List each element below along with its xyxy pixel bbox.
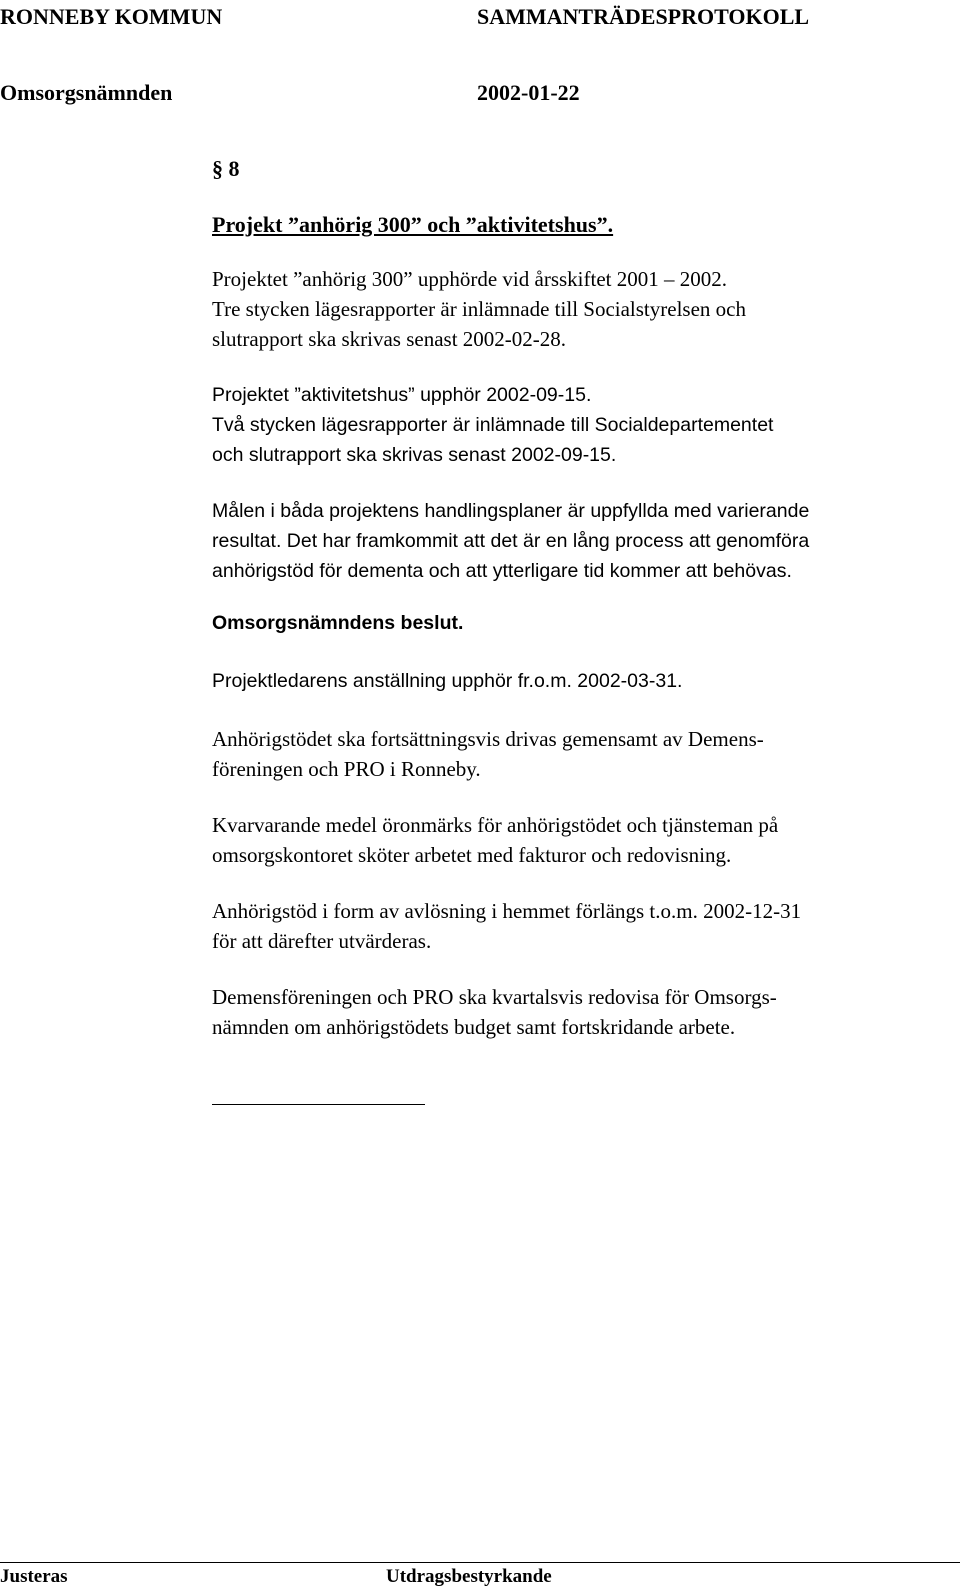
text-line: föreningen och PRO i Ronneby. — [212, 757, 481, 781]
text-line: Två stycken lägesrapporter är inlämnade till Socialdepartementet — [212, 414, 774, 436]
section-number: § 8 — [212, 156, 240, 181]
municipality-name: RONNEBY KOMMUN — [0, 4, 223, 29]
footer-verified-label: Justeras — [0, 1566, 68, 1587]
paragraph-anhorig-300 — [212, 264, 746, 354]
decision-heading: Omsorgsnämndens beslut. — [212, 612, 464, 634]
footer-certification-label: Utdragsbestyrkande — [386, 1566, 552, 1587]
decision-item-3 — [212, 810, 778, 870]
text-line: Målen i båda projektens handlingsplaner är uppfyllda med varierande — [212, 500, 810, 522]
text-line: Anhörigstödet ska fortsättningsvis drivas gemensamt av Demens- — [212, 727, 764, 751]
text-line: Projektet ”anhörig 300” upphörde vid årsskiftet 2001 – 2002. — [212, 267, 727, 291]
footer-divider — [0, 1562, 960, 1563]
paragraph-goals — [212, 496, 809, 586]
text-line: slutrapport ska skrivas senast 2002-02-28. — [212, 327, 567, 351]
text-line: omsorgskontoret sköter arbetet med fakturor och redovisning. — [212, 843, 732, 867]
text-line: anhörigstöd för dementa och att ytterligare tid kommer att behövas. — [212, 560, 792, 582]
decision-item-4 — [212, 896, 801, 956]
text-line: nämnden om anhörigstödets budget samt fortskridande arbete. — [212, 1015, 736, 1039]
meeting-date: 2002-01-22 — [477, 80, 580, 105]
paragraph-aktivitetshus — [212, 380, 773, 470]
committee-name: Omsorgsnämnden — [0, 80, 173, 105]
document-type: SAMMANTRÄDESPROTOKOLL — [477, 4, 810, 29]
text-line: Tre stycken lägesrapporter är inlämnade till Socialstyrelsen och — [212, 297, 746, 321]
text-line: Kvarvarande medel öronmärks för anhörigstödet och tjänsteman på — [212, 813, 779, 837]
text-line: Anhörigstöd i form av avlösning i hemmet förlängs t.o.m. 2002-12-31 — [212, 899, 802, 923]
signature-line — [212, 1104, 425, 1105]
text-line: resultat. Det har framkommit att det är en lång process att genomföra — [212, 530, 810, 552]
decision-item-2 — [212, 724, 764, 784]
text-line: och slutrapport ska skrivas senast 2002-09-15. — [212, 444, 617, 466]
text-line: Projektet ”aktivitetshus” upphör 2002-09-15. — [212, 384, 592, 406]
decision-item-5 — [212, 982, 777, 1042]
text-line: för att därefter utvärderas. — [212, 929, 432, 953]
text-line: Demensföreningen och PRO ska kvartalsvis redovisa för Omsorgs- — [212, 985, 777, 1009]
decision-item-1 — [212, 666, 682, 696]
section-title: Projekt ”anhörig 300” och ”aktivitetshus”. — [212, 212, 614, 237]
text-line: Projektledarens anställning upphör fr.o.m. 2002-03-31. — [212, 670, 683, 692]
